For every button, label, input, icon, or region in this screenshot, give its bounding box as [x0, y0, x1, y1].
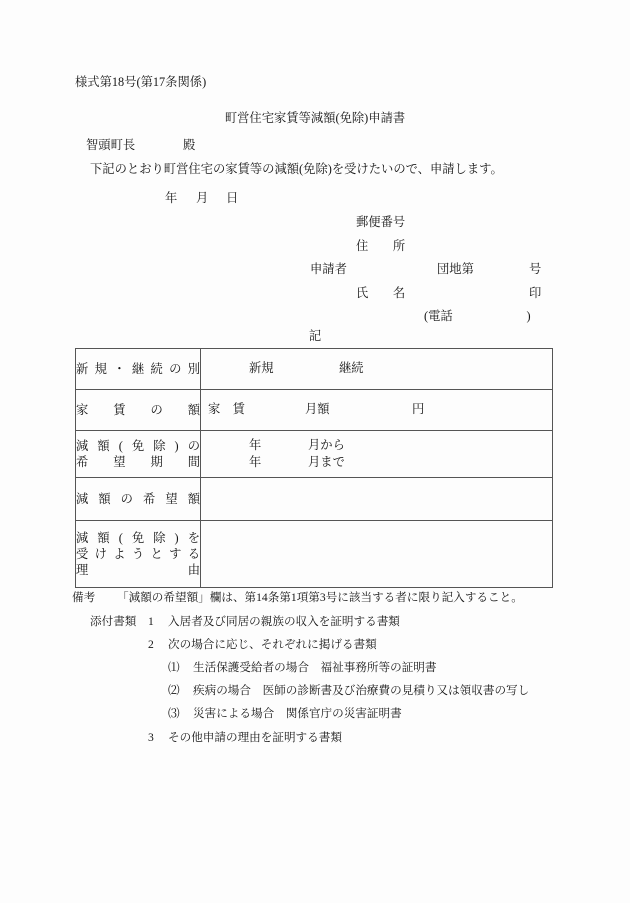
table-row [76, 349, 553, 390]
row-value-reason[interactable] [201, 521, 553, 588]
period-start-month-label: 月から [308, 438, 345, 452]
attachment-item-3-text: その他申請の理由を証明する書類 [168, 731, 342, 744]
period-start-year-label: 年 [249, 438, 262, 452]
attachment-subitem-3-number: ⑶ [168, 707, 180, 720]
attachment-item-3-number: 3 [148, 731, 154, 744]
addressee-honorific: 殿 [183, 138, 196, 152]
attachments-label: 添付書類 [90, 615, 137, 628]
form-number: 様式第18号(第17条関係) [75, 75, 207, 89]
monthly-amount-label: 月額 [305, 402, 330, 416]
remark-text: 「減額の希望額」欄は、第14条第1項第3号に該当する者に限り記入すること。 [117, 591, 523, 604]
attachment-subitem-2-text: 疾病の場合 医師の診断書及び治療費の見積り又は領収書の写し [193, 684, 530, 697]
row-value-desired-reduction[interactable] [201, 478, 553, 521]
applicant-label: 申請者 [310, 262, 347, 276]
document-title: 町営住宅家賃等減額(免除)申請書 [224, 111, 406, 125]
date-month-label: 月 [196, 191, 209, 205]
attachment-subitem-1-number: ⑴ [168, 661, 180, 674]
date-day-label: 日 [226, 191, 239, 205]
record-mark: 記 [308, 329, 322, 343]
row-value-new-or-continued[interactable] [201, 349, 553, 390]
row-value-desired-period[interactable] [201, 431, 553, 478]
yen-unit-label: 円 [412, 402, 425, 416]
table-row [76, 478, 553, 521]
table-row [76, 431, 553, 478]
attachment-item-2-text: 次の場合に応じ、それぞれに掲げる書類 [168, 638, 377, 651]
postal-code-label: 郵便番号 [356, 215, 406, 229]
row-value-rent-amount[interactable] [201, 390, 553, 431]
row-label-new-or-continued: 新規・継続の別 [76, 349, 201, 390]
row-label-reason: 減額(免除)を 受けようとする 理由 [76, 521, 201, 588]
name-label: 氏 名 [356, 286, 406, 300]
row-label-rent-amount: 家賃の額 [76, 390, 201, 431]
attachment-subitem-2-number: ⑵ [168, 684, 180, 697]
remark-label: 備考 [72, 591, 96, 604]
address-label: 住 所 [356, 239, 406, 253]
application-table [75, 348, 553, 588]
option-new[interactable]: 新規 [249, 361, 274, 375]
period-end-year-label: 年 [249, 455, 262, 469]
danchi-number-label: 号 [529, 262, 542, 276]
period-end-month-label: 月まで [308, 455, 345, 469]
attachment-subitem-3-text: 災害による場合 関係官庁の災害証明書 [193, 707, 402, 720]
attachment-item-1-text: 入居者及び同居の親族の収入を証明する書類 [168, 615, 400, 628]
table-row [76, 390, 553, 431]
addressee-name: 智頭町長 [86, 138, 136, 152]
rent-word: 家 賃 [208, 402, 245, 416]
intro-sentence: 下記のとおり町営住宅の家賃等の減額(免除)を受けたいので、申請します。 [90, 162, 503, 176]
attachment-item-1-number: 1 [148, 615, 154, 628]
row-label-desired-reduction: 減額の希望額 [76, 478, 201, 521]
date-year-label: 年 [165, 191, 178, 205]
danchi-label: 団地第 [437, 262, 474, 276]
option-continued[interactable]: 継続 [339, 361, 364, 375]
table-row [76, 521, 553, 588]
attachment-subitem-1-text: 生活保護受給者の場合 福祉事務所等の証明書 [193, 661, 437, 674]
row-label-desired-period: 減額(免除)の 希望期間 [76, 431, 201, 478]
attachment-item-2-number: 2 [148, 638, 154, 651]
telephone-label: (電話 ) [424, 309, 531, 323]
seal-label: 印 [529, 286, 542, 300]
